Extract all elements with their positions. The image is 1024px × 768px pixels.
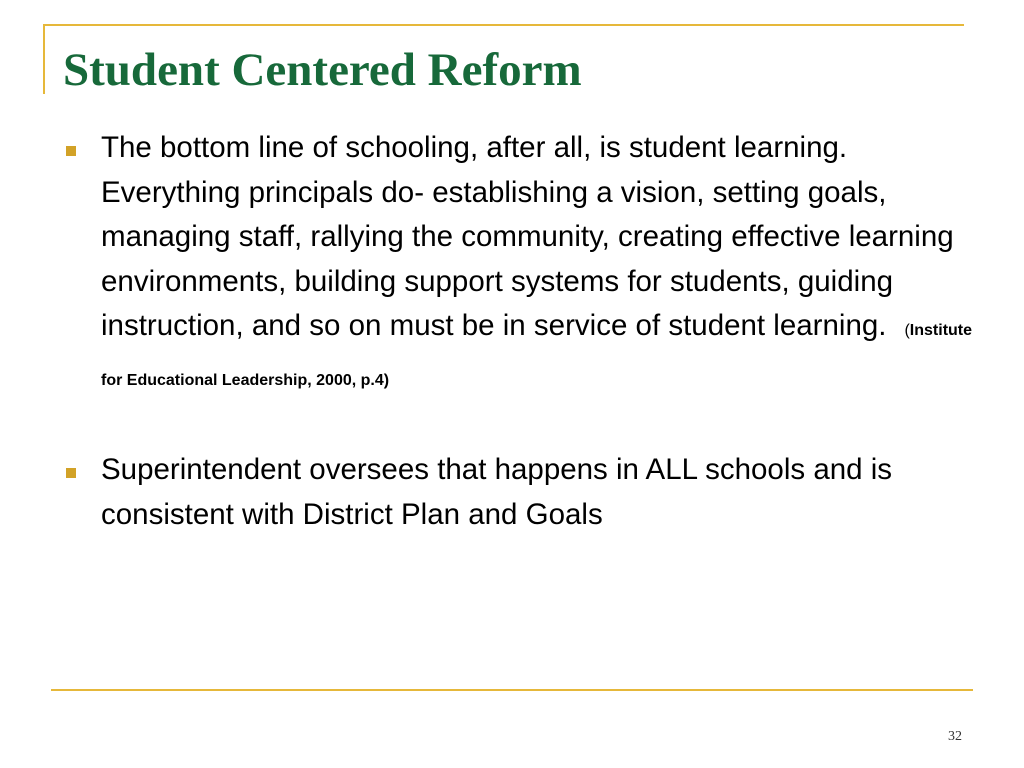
citation-text: Institute for Educational Leadership, 2000, p.4)	[101, 322, 973, 389]
bullet-text: The bottom line of schooling, after all, is student learning. Everything principals do- establishing a vision, setting goals, managing staff, rallying the community, creating effective learning environments, building support systems for students, guiding instruction, and so on must be in service of student learning.	[101, 131, 954, 342]
page-number: 32	[948, 729, 962, 744]
square-bullet-icon	[66, 468, 76, 478]
citation-open-paren: (	[904, 322, 910, 339]
slide-title: Student Centered Reform	[63, 44, 582, 96]
bullet-item-2	[63, 448, 983, 537]
bottom-border-rule	[51, 689, 973, 691]
top-border-rule	[43, 24, 964, 26]
bullet-list	[63, 126, 983, 537]
bullet-text: Superintendent oversees that happens in ALL schools and is consistent with District Plan and Goals	[101, 453, 893, 531]
bullet-item-1	[63, 126, 983, 403]
square-bullet-icon	[66, 146, 76, 156]
left-border-rule	[43, 24, 45, 94]
